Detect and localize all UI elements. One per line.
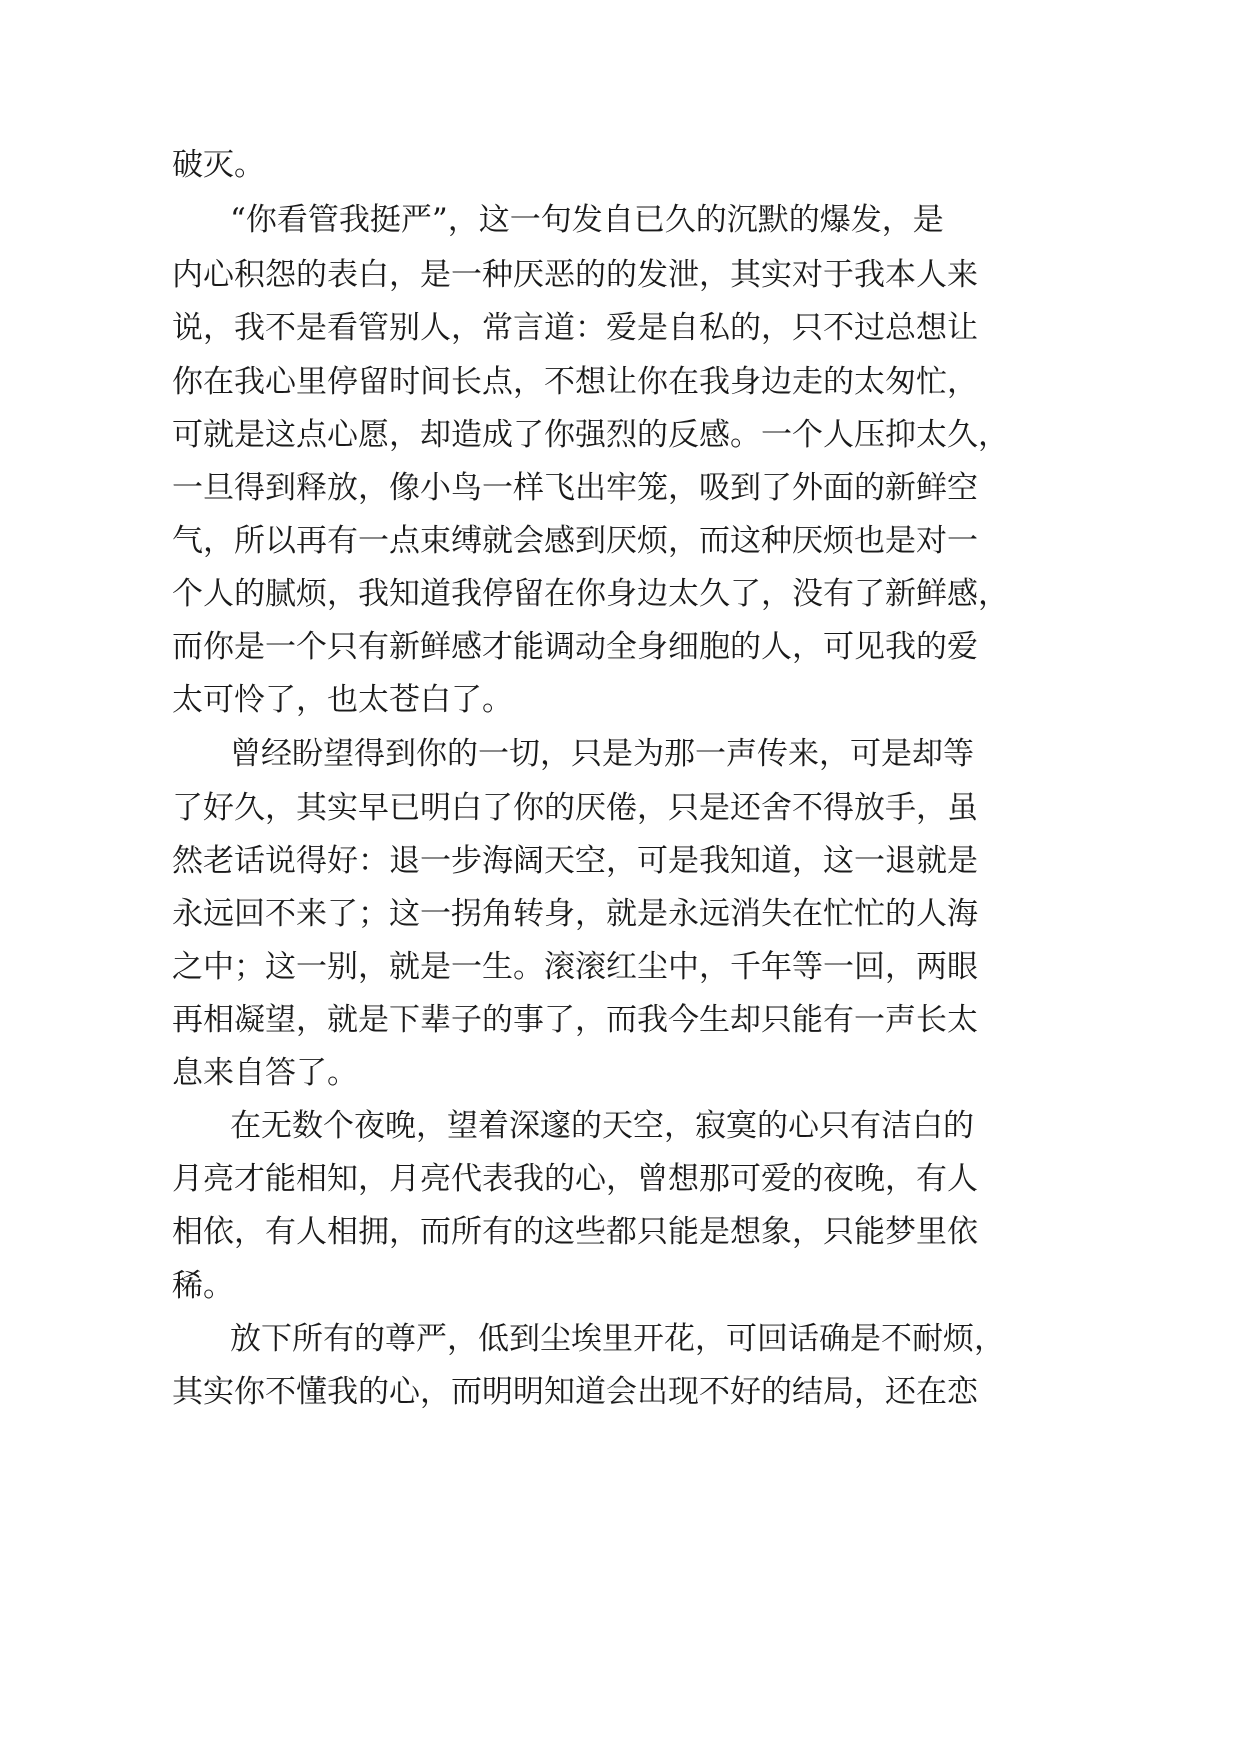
text-line bbox=[0, 564, 1241, 624]
text-line bbox=[0, 405, 1241, 465]
text-line bbox=[0, 1256, 1241, 1316]
text-line bbox=[0, 670, 1241, 730]
text-line bbox=[0, 458, 1241, 518]
line-text: “你看管我挺严”，这一句发自已久的沉默的爆发，是 bbox=[230, 202, 944, 238]
text-line bbox=[0, 1309, 1241, 1369]
line-text: 在无数个夜晚，望着深邃的天空，寂寞的心只有洁白的 bbox=[230, 1108, 974, 1144]
line-text: 相依，有人相拥，而所有的这些都只能是想象，只能梦里依 bbox=[172, 1214, 978, 1250]
line-text: 放下所有的尊严，低到尘埃里开花，可回话确是不耐烦， bbox=[230, 1321, 1005, 1357]
line-text: 气，所以再有一点束缚就会感到厌烦，而这种厌烦也是对一 bbox=[172, 523, 978, 559]
text-line bbox=[0, 884, 1241, 944]
line-text: 曾经盼望得到你的一切，只是为那一声传来，可是却等 bbox=[230, 736, 974, 772]
line-text: 之中；这一别，就是一生。滚滚红尘中，千年等一回，两眼 bbox=[172, 949, 978, 985]
line-text: 然老话说得好：退一步海阔天空，可是我知道，这一退就是 bbox=[172, 843, 978, 879]
text-line bbox=[0, 831, 1241, 891]
text-line bbox=[0, 1149, 1241, 1209]
line-text: 再相凝望，就是下辈子的事了，而我今生却只能有一声长太 bbox=[172, 1002, 978, 1038]
text-line bbox=[0, 245, 1241, 305]
text-line bbox=[0, 511, 1241, 571]
text-line bbox=[0, 298, 1241, 358]
text-line bbox=[0, 617, 1241, 677]
text-line bbox=[0, 778, 1241, 838]
line-text: 其实你不懂我的心，而明明知道会出现不好的结局，还在恋 bbox=[172, 1374, 978, 1410]
line-text: 太可怜了，也太苍白了。 bbox=[172, 682, 513, 718]
text-line bbox=[0, 1362, 1241, 1422]
text-line bbox=[0, 990, 1241, 1050]
line-text: 你在我心里停留时间长点，不想让你在我身边走的太匆忙， bbox=[172, 364, 978, 400]
line-text: 月亮才能相知，月亮代表我的心，曾想那可爱的夜晚，有人 bbox=[172, 1161, 978, 1197]
line-text: 内心积怨的表白，是一种厌恶的的发泄，其实对于我本人来 bbox=[172, 257, 978, 293]
text-line bbox=[0, 1202, 1241, 1262]
line-text: 说，我不是看管别人，常言道：爱是自私的，只不过总想让 bbox=[172, 310, 978, 346]
text-line bbox=[0, 352, 1241, 412]
text-line bbox=[0, 724, 1241, 784]
line-text: 破灭。 bbox=[172, 147, 265, 183]
line-text: 一旦得到释放，像小鸟一样飞出牢笼，吸到了外面的新鲜空 bbox=[172, 470, 978, 506]
line-text: 可就是这点心愿，却造成了你强烈的反感。一个人压抑太久， bbox=[172, 417, 1009, 453]
line-text: 息来自答了。 bbox=[172, 1055, 358, 1091]
text-line bbox=[0, 190, 1241, 250]
line-text: 稀。 bbox=[172, 1268, 234, 1304]
line-text: 了好久，其实早已明白了你的厌倦，只是还舍不得放手，虽 bbox=[172, 790, 978, 826]
line-text: 而你是一个只有新鲜感才能调动全身细胞的人，可见我的爱 bbox=[172, 629, 978, 665]
text-line bbox=[0, 937, 1241, 997]
text-line bbox=[0, 1096, 1241, 1156]
line-text: 个人的腻烦，我知道我停留在你身边太久了，没有了新鲜感， bbox=[172, 576, 1009, 612]
text-line bbox=[0, 135, 1241, 195]
text-line bbox=[0, 1043, 1241, 1103]
line-text: 永远回不来了；这一拐角转身，就是永远消失在忙忙的人海 bbox=[172, 896, 978, 932]
